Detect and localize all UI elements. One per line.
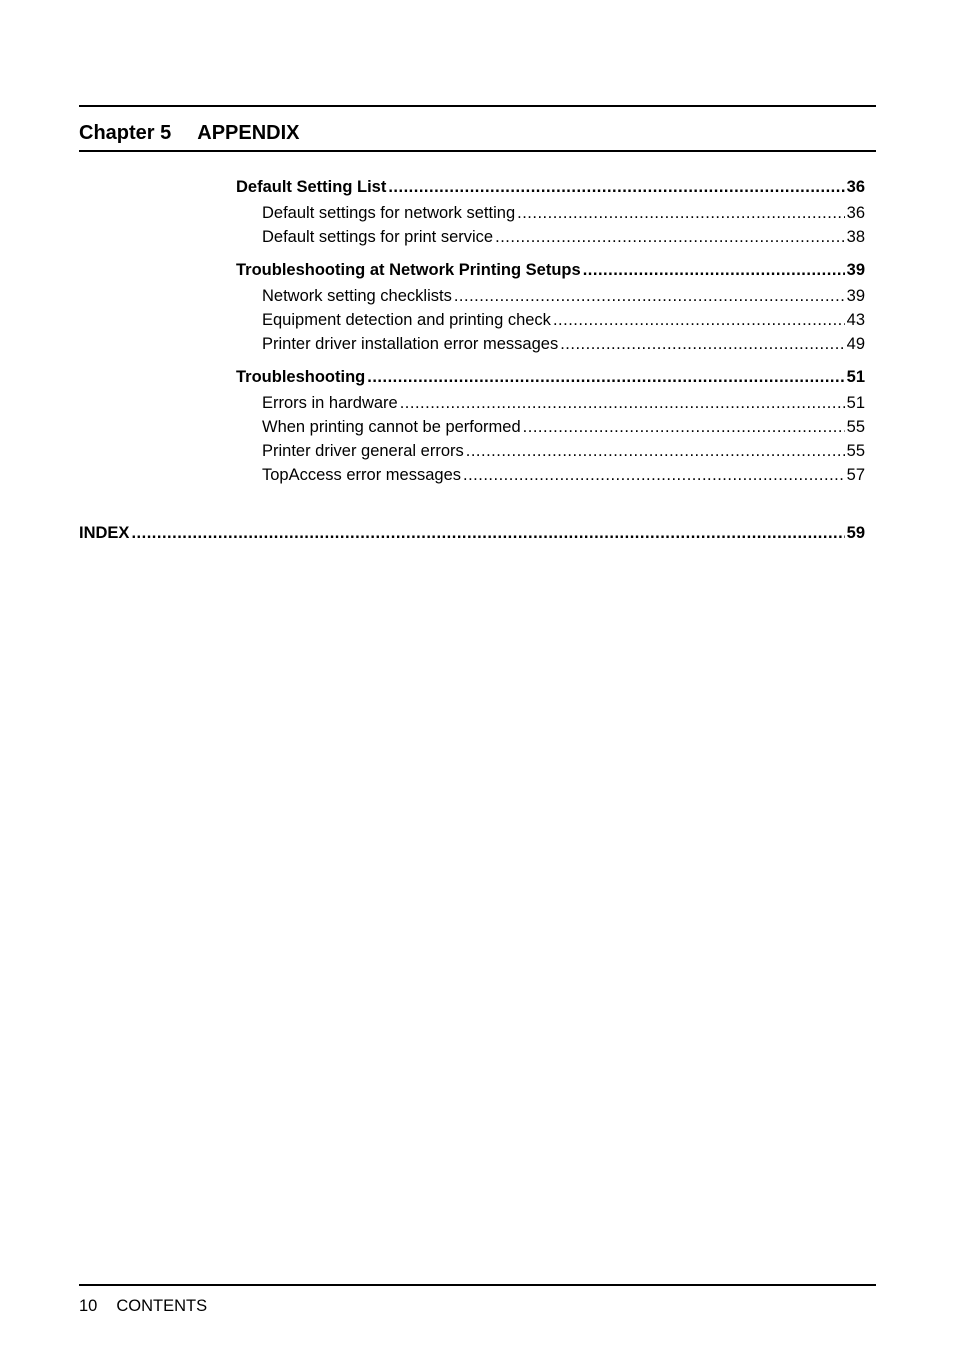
toc-section-default-setting-list[interactable] bbox=[236, 177, 865, 197]
toc-item-topaccess-error-messages[interactable] bbox=[262, 465, 865, 485]
toc-item-driver-installation-errors[interactable] bbox=[262, 334, 865, 354]
toc-page-number: 39 bbox=[846, 287, 865, 305]
toc-page-number: 43 bbox=[846, 311, 865, 329]
chapter-title: APPENDIX bbox=[197, 122, 300, 144]
toc-item-default-settings-network[interactable] bbox=[262, 203, 865, 223]
toc-entry-label: Default settings for network setting bbox=[262, 204, 516, 222]
toc-page-number: 55 bbox=[846, 442, 865, 460]
page-footer bbox=[79, 1296, 207, 1316]
toc-dot-leader bbox=[523, 417, 845, 437]
header-top-rule bbox=[79, 105, 876, 107]
toc-section-troubleshooting-network-printing[interactable] bbox=[236, 260, 865, 280]
toc-dot-leader bbox=[454, 286, 845, 306]
toc-entry-label: TopAccess error messages bbox=[262, 466, 461, 484]
toc-page-number: 51 bbox=[846, 394, 865, 412]
toc-page-number: 49 bbox=[846, 335, 865, 353]
footer-rule bbox=[79, 1284, 876, 1286]
toc-dot-leader bbox=[466, 441, 845, 461]
toc-item-printing-cannot-be-performed[interactable] bbox=[262, 417, 865, 437]
toc-dot-leader bbox=[517, 203, 845, 223]
toc-page-number: 57 bbox=[846, 466, 865, 484]
toc-entry-label: Errors in hardware bbox=[262, 394, 398, 412]
header-bottom-rule bbox=[79, 150, 876, 152]
toc-entry-label: Equipment detection and printing check bbox=[262, 311, 551, 329]
toc-entry-label: Troubleshooting at Network Printing Setups bbox=[236, 261, 581, 279]
toc-item-driver-general-errors[interactable] bbox=[262, 441, 865, 461]
toc-dot-leader bbox=[388, 177, 844, 197]
toc-page-number: 59 bbox=[846, 524, 865, 542]
toc-dot-leader bbox=[367, 367, 844, 387]
toc-item-equipment-detection[interactable] bbox=[262, 310, 865, 330]
toc-entry-label: Default Setting List bbox=[236, 178, 387, 196]
toc-page-number: 36 bbox=[846, 178, 865, 196]
toc-section-troubleshooting[interactable] bbox=[236, 367, 865, 387]
chapter-number: Chapter 5 bbox=[79, 122, 172, 144]
toc-dot-leader bbox=[560, 334, 844, 354]
toc-entry-label: Network setting checklists bbox=[262, 287, 452, 305]
toc-dot-leader bbox=[495, 227, 845, 247]
toc-item-errors-in-hardware[interactable] bbox=[262, 393, 865, 413]
toc-page-number: 39 bbox=[846, 261, 865, 279]
toc-entry-label: When printing cannot be performed bbox=[262, 418, 521, 436]
toc-entry-label: Printer driver general errors bbox=[262, 442, 464, 460]
toc-dot-leader bbox=[400, 393, 845, 413]
toc-entry-label: Troubleshooting bbox=[236, 368, 366, 386]
toc-dot-leader bbox=[131, 523, 844, 543]
toc-entry-label: INDEX bbox=[79, 524, 130, 542]
toc-dot-leader bbox=[583, 260, 845, 280]
toc-page-number: 55 bbox=[846, 418, 865, 436]
toc-index[interactable] bbox=[79, 523, 865, 543]
toc-dot-leader bbox=[553, 310, 845, 330]
footer-page-number: 10 bbox=[79, 1297, 98, 1315]
toc-entry-label: Default settings for print service bbox=[262, 228, 494, 246]
toc-page-number: 38 bbox=[846, 228, 865, 246]
toc-page-number: 36 bbox=[846, 204, 865, 222]
toc-entry-label: Printer driver installation error messages bbox=[262, 335, 559, 353]
toc-page-number: 51 bbox=[846, 368, 865, 386]
toc-item-default-settings-print-service[interactable] bbox=[262, 227, 865, 247]
toc-dot-leader bbox=[463, 465, 845, 485]
chapter-heading bbox=[79, 120, 300, 146]
footer-section-title: CONTENTS bbox=[116, 1297, 208, 1315]
toc-item-network-setting-checklists[interactable] bbox=[262, 286, 865, 306]
